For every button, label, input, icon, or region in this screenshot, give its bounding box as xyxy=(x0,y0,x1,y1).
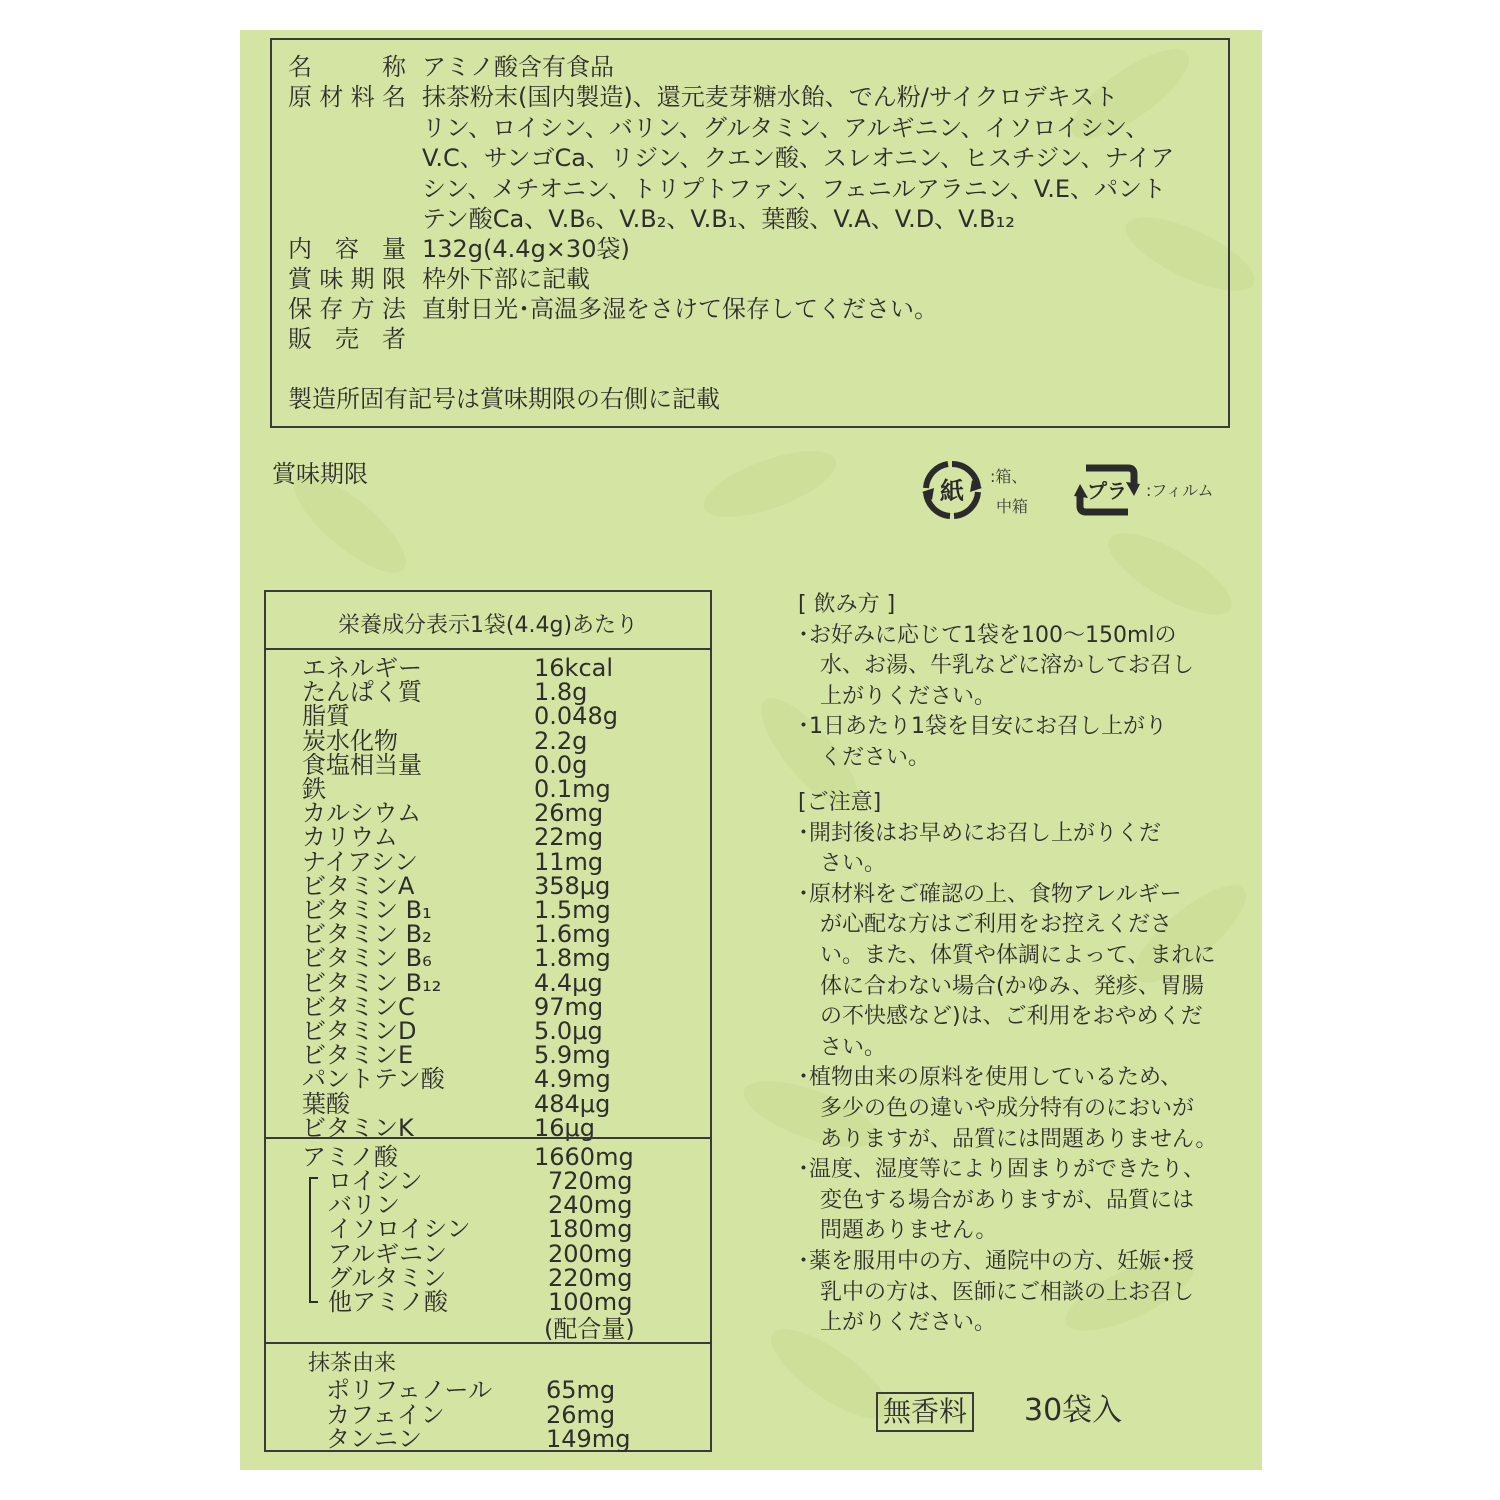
ingredients-line: テン酸Ca、V.B₆、V.B₂、V.B₁、葉酸、V.A、V.D、V.B₁₂ xyxy=(422,205,1015,233)
nutrient-name: エネルギー xyxy=(302,654,422,682)
amino-name: バリン xyxy=(328,1191,400,1220)
nutrient-value: 1.8g xyxy=(534,678,588,707)
nutrient-value: 0.1mg xyxy=(534,775,611,803)
info-label: 名 称 xyxy=(288,53,406,81)
nutrition-header: 栄養成分表示1袋(4.4g)あたり xyxy=(337,613,639,638)
paper-recycle-label: 中箱 xyxy=(996,497,1029,516)
caution-notes xyxy=(798,788,1217,1339)
nutrient-name: ビタミン B₂ xyxy=(302,920,432,949)
nutrition-divider xyxy=(266,1342,710,1344)
nutrient-name: たんぱく質 xyxy=(302,678,422,707)
amino-value: 100mg xyxy=(548,1288,633,1316)
ingredients-line: 抹茶粉末(国内製造)、還元麦芽糖水飴、でん粉/サイクロデキスト xyxy=(422,83,1119,111)
nutrient-value: 0.048g xyxy=(534,702,618,731)
nutrient-name: カルシウム xyxy=(302,799,422,828)
matcha-value: 149mg xyxy=(546,1425,631,1453)
howto-line: ください。 xyxy=(798,744,931,770)
amino-total-value: 1660mg xyxy=(534,1143,634,1171)
amino-value: 240mg xyxy=(548,1191,633,1220)
matcha-value: 26mg xyxy=(546,1400,616,1429)
nutrient-name: 葉酸 xyxy=(302,1089,350,1118)
nutrient-name: ビタミンA xyxy=(302,871,415,900)
nutrient-value: 1.5mg xyxy=(534,896,611,924)
info-label: 原材料名 xyxy=(288,83,406,111)
caution-line: 多少の色の違いや成分特有のにおいが xyxy=(798,1095,1195,1121)
caution-line: い。また、体質や体調によって、まれに xyxy=(798,942,1216,968)
nutrient-value: 0.0g xyxy=(534,750,588,779)
nutrient-name: ビタミンC xyxy=(302,992,415,1021)
amino-total-name: アミノ酸 xyxy=(302,1143,398,1171)
nutrient-name: ビタミンD xyxy=(302,1017,417,1045)
amino-value: 200mg xyxy=(548,1239,633,1268)
amino-name: イソロイシン xyxy=(328,1215,471,1244)
caution-line: 問題ありません。 xyxy=(798,1218,998,1244)
caution-line: が心配な方はご利用をお控えくださ xyxy=(798,912,1173,938)
nutrient-name: 炭水化物 xyxy=(302,726,398,755)
amino-name: 他アミノ酸 xyxy=(328,1288,448,1316)
howto-line: ･お好みに応じて1袋を100～150mlの xyxy=(798,622,1177,648)
caution-line: 変色する場合がありますが、品質には xyxy=(798,1187,1195,1213)
nutrition-divider xyxy=(266,648,710,650)
how-to-drink xyxy=(798,590,1194,774)
amino-bracket xyxy=(304,1176,324,1306)
matcha-value: 65mg xyxy=(546,1376,616,1404)
info-value: 132g(4.4g×30袋) xyxy=(422,235,630,263)
nutrient-name: カリウム xyxy=(302,823,398,852)
nutrient-value: 22mg xyxy=(534,823,604,852)
howto-line: ･1日あたり1袋を目安にお召し上がり xyxy=(798,714,1167,740)
caution-line: ･温度、湿度等により固まりができたり、 xyxy=(798,1157,1206,1183)
package-count: 30袋入 xyxy=(1024,1393,1123,1428)
info-value: 直射日光･高温多湿をさけて保存してください。 xyxy=(422,295,938,323)
amino-name: グルタミン xyxy=(328,1263,447,1292)
info-value: 枠外下部に記載 xyxy=(422,265,590,293)
matcha-name: タンニン xyxy=(326,1425,422,1453)
expiry-date-label: 賞味期限 xyxy=(272,460,368,488)
info-label: 内 容 量 xyxy=(288,235,406,263)
nutrient-value: 4.9mg xyxy=(534,1065,611,1094)
plastic-mark-text: プラ xyxy=(1087,479,1127,503)
plastic-recycle-label: :フィルム xyxy=(1146,481,1214,500)
nutrient-value: 484μg xyxy=(534,1089,611,1118)
caution-line: の不快感など)は、ご利用をおやめくだ xyxy=(798,1004,1203,1030)
howto-line: 上がりください。 xyxy=(798,683,997,709)
info-label: 賞味期限 xyxy=(288,265,406,293)
product-info-box xyxy=(270,38,1230,428)
leaf-decoration xyxy=(696,438,844,531)
nutrient-name: ナイアシン xyxy=(302,847,419,876)
caution-line: 体に合わない場合(かゆみ、発疹、胃腸 xyxy=(798,973,1204,999)
caution-line: さい。 xyxy=(798,851,887,877)
nutrient-value: 11mg xyxy=(534,847,604,876)
nutrient-name: ビタミン B₆ xyxy=(302,944,432,973)
label-panel xyxy=(240,30,1262,1470)
amino-note: (配合量) xyxy=(544,1315,635,1343)
info-label: 販 売 者 xyxy=(288,325,406,353)
nutrient-name: ビタミンK xyxy=(302,1113,414,1142)
nutrient-name: パントテン酸 xyxy=(302,1065,445,1094)
ingredients-list xyxy=(422,82,1174,235)
nutrient-name: ビタミン B₁₂ xyxy=(302,968,442,997)
info-label: 保存方法 xyxy=(288,295,406,323)
caution-line: ･原材料をご確認の上、食物アレルギー xyxy=(798,881,1182,907)
footnote-text: 製造所固有記号は賞味期限の右側に記載 xyxy=(288,385,720,413)
amino-value: 720mg xyxy=(548,1167,633,1195)
caution-line: ･植物由来の原料を使用しているため、 xyxy=(798,1065,1183,1091)
caution-line: さい。 xyxy=(798,1034,887,1060)
nutrient-value: 16μg xyxy=(534,1113,596,1142)
howto-heading: [ 飲み方 ] xyxy=(798,592,896,617)
matcha-name: ポリフェノール xyxy=(326,1376,493,1404)
nutrition-divider xyxy=(266,1137,710,1139)
ingredients-line: V.C、サンゴCa、リジン、クエン酸、スレオニン、ヒスチジン、ナイア xyxy=(422,144,1175,172)
paper-mark-text: 紙 xyxy=(940,477,964,505)
nutrient-name: 食塩相当量 xyxy=(302,750,422,779)
amino-value: 180mg xyxy=(548,1215,633,1244)
caution-line: ･薬を服用中の方、通院中の方、妊娠･授 xyxy=(798,1248,1195,1274)
nutrient-value: 5.0μg xyxy=(534,1017,603,1045)
nutrient-value: 4.4μg xyxy=(534,968,603,997)
nutrient-value: 26mg xyxy=(534,799,604,828)
nutrient-value: 1.6mg xyxy=(534,920,611,949)
paper-recycle-icon xyxy=(920,458,984,522)
nutrient-name: ビタミン B₁ xyxy=(302,896,432,924)
nutrient-value: 2.2g xyxy=(534,726,588,755)
amino-name: ロイシン xyxy=(328,1167,423,1195)
nutrient-name: 鉄 xyxy=(302,775,326,803)
nutrient-name: 脂質 xyxy=(302,702,350,731)
amino-name: アルギニン xyxy=(328,1239,448,1268)
nutrient-name: ビタミンE xyxy=(302,1041,414,1070)
caution-line: ･開封後はお早めにお召し上がりくだ xyxy=(798,820,1162,846)
nutrient-value: 16kcal xyxy=(534,654,614,682)
ingredients-line: リン、ロイシン、バリン、グルタミン、アルギニン、イソロイシン、 xyxy=(422,113,1150,142)
paper-recycle-label: :箱、 xyxy=(990,467,1028,486)
nutrition-facts-box xyxy=(264,590,712,1452)
info-value: アミノ酸含有食品 xyxy=(422,53,614,81)
caution-line: ありますが、品質には問題ありません。 xyxy=(798,1126,1218,1152)
caution-line: 上がりください。 xyxy=(798,1310,997,1336)
plastic-recycle-icon xyxy=(1074,458,1140,522)
caution-line: 乳中の方は、医師にご相談の上お召し xyxy=(798,1279,1195,1305)
amino-value: 220mg xyxy=(548,1263,633,1292)
matcha-name: カフェイン xyxy=(326,1400,445,1429)
ingredients-line: シン、メチオニン、トリプトファン、フェニルアラニン、V.E、パント xyxy=(422,174,1166,203)
nutrient-value: 358μg xyxy=(534,871,611,900)
matcha-header: 抹茶由来 xyxy=(308,1351,397,1376)
fragrance-free-badge: 無香料 xyxy=(876,1392,974,1432)
nutrient-value: 1.8mg xyxy=(534,944,611,973)
howto-line: 水、お湯、牛乳などに溶かしてお召し xyxy=(798,653,1195,679)
nutrient-value: 97mg xyxy=(534,992,604,1021)
nutrient-value: 5.9mg xyxy=(534,1041,611,1070)
caution-heading: [ご注意] xyxy=(798,790,882,815)
